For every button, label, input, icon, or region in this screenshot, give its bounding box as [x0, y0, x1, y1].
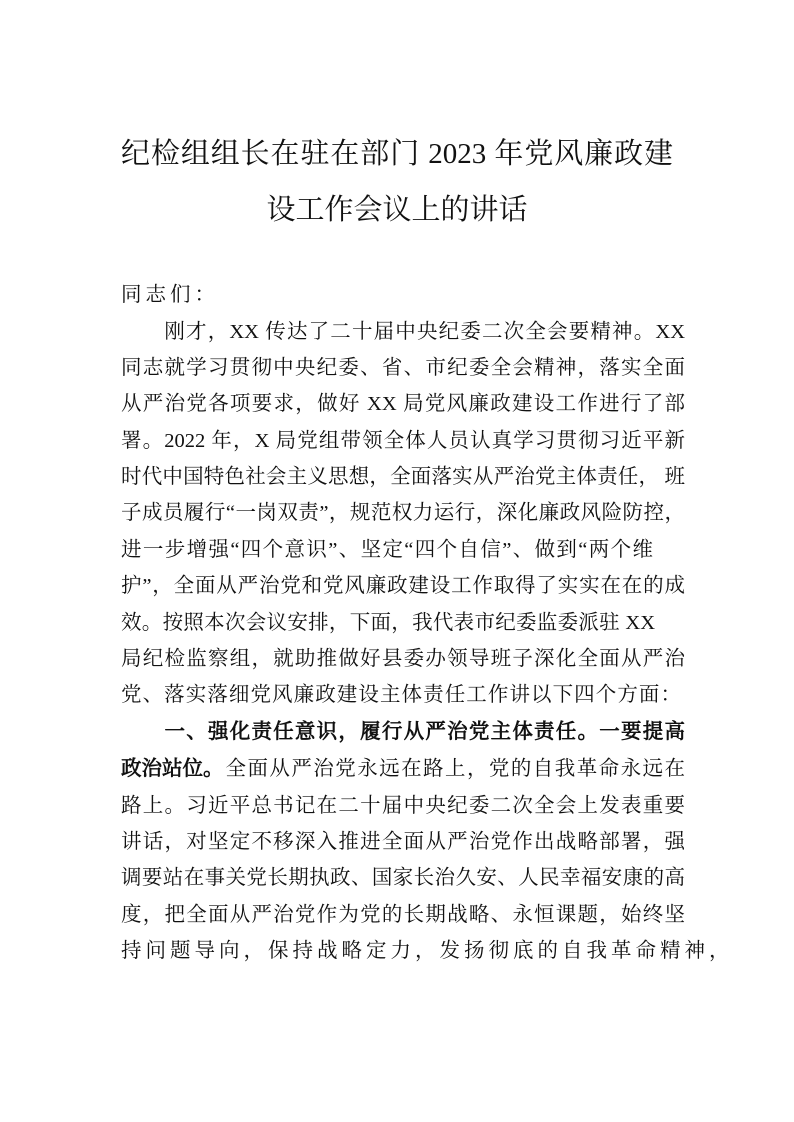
- paragraph-line: 时代中国特色社会主义思想，全面落实从严治党主体责任， 班: [121, 466, 685, 488]
- paragraph-line: 讲话，对坚定不移深入推进全面从严治党作出战略部署，强: [121, 831, 685, 853]
- paragraph-line: 调要站在事关党长期执政、国家长治久安、人民幸福安康的高: [121, 867, 685, 889]
- salutation: 同志们：: [121, 284, 219, 306]
- paragraph-line: 效。按照本次会议安排，下面，我代表市纪委监委派驻 XX: [121, 612, 655, 634]
- paragraph-line: 度，把全面从严治党作为党的长期战略、永恒课题，始终坚: [121, 904, 685, 926]
- paragraph-line: 路上。习近平总书记在二十届中央纪委二次全会上发表重要: [121, 795, 685, 817]
- paragraph-text: 全面从严治党永远在路上，党的自我革命永远在: [225, 758, 685, 780]
- document-title-line-2: 设工作会议上的讲话: [266, 194, 528, 226]
- paragraph-line: 刚才，XX 传达了二十届中央纪委二次全会要精神。XX: [121, 321, 685, 343]
- document-title-line-1: 纪检组组长在驻在部门 2023 年党风廉政建: [121, 138, 673, 170]
- paragraph-line: [121, 751, 685, 787]
- paragraph-line: 署。2022 年，X 局党组带领全体人员认真学习贯彻习近平新: [121, 430, 685, 452]
- paragraph-line: 护”，全面从严治党和党风廉政建设工作取得了实实在在的成: [121, 575, 685, 597]
- paragraph-line: 子成员履行“一岗双责”，规范权力运行，深化廉政风险防控，: [121, 502, 685, 524]
- paragraph-line: 党、落实落细党风廉政建设主体责任工作讲以下四个方面：: [121, 684, 681, 706]
- paragraph-line: 从严治党各项要求，做好 XX 局党风廉政建设工作进行了部: [121, 393, 685, 415]
- section-heading: 一、强化责任意识，履行从严治党主体责任。一要提高: [121, 721, 685, 743]
- paragraph-line: 同志就学习贯彻中央纪委、省、市纪委全会精神，落实全面: [121, 357, 685, 379]
- section-subheading: 政治站位。: [121, 758, 224, 780]
- paragraph-line: 进一步增强“四个意识”、坚定“四个自信”、做到“两个维: [121, 539, 653, 561]
- paragraph-line: 持问题导向，保持战略定力，发扬彻底的自我革命精神，: [121, 940, 734, 962]
- paragraph-line: 局纪检监察组，就助推做好县委办领导班子深化全面从严治: [121, 648, 685, 670]
